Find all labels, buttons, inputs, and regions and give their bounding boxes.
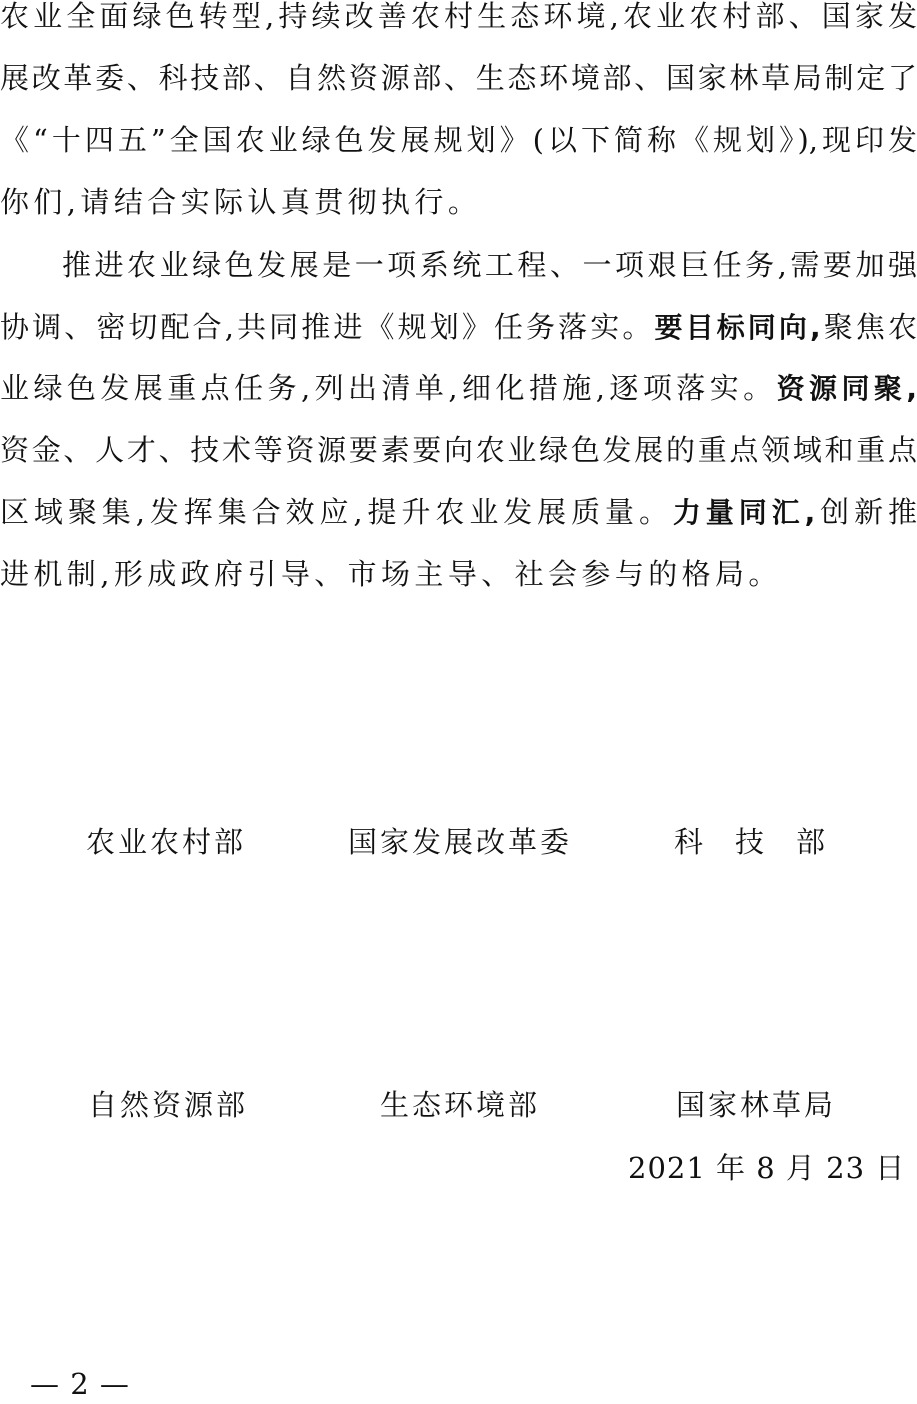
signature-mee: 生态环境部 (380, 1088, 541, 1122)
body-line-8: 资金、人才、技术等资源要素要向农业绿色发展的重点领域和重点 (0, 433, 917, 467)
body-line-2: 展改革委、科技部、自然资源部、生态环境部、国家林草局制定了 (0, 61, 917, 95)
body-line-9-tail: 创新推 (815, 495, 917, 529)
signature-ndrc: 国家发展改革委 (348, 825, 573, 859)
signature-forestry: 国家林草局 (676, 1088, 837, 1122)
emphasis-goal: 要目标同向, (654, 311, 821, 344)
body-line-4: 你们,请结合实际认真贯彻执行。 (0, 185, 482, 219)
body-line-3: 《“十四五”全国农业绿色发展规划》(以下简称《规划》),现印发 (0, 123, 917, 157)
body-line-5: 推进农业绿色发展是一项系统工程、一项艰巨任务,需要加强 (62, 248, 917, 282)
body-line-6-tail: 聚焦农 (820, 310, 917, 344)
body-line-1: 农业全面绿色转型,持续改善农村生态环境,农业农村部、国家发 (0, 0, 917, 33)
emphasis-resources: 资源同聚, (776, 372, 917, 405)
body-line-6-text: 协调、密切配合,共同推进《规划》任务落实。 (0, 310, 655, 344)
body-line-6 (0, 297, 917, 357)
emphasis-forces: 力量同汇, (672, 496, 816, 529)
signature-most: 科技部 (674, 825, 858, 859)
body-line-9-text: 区域聚集,发挥集合效应,提升农业发展质量。 (0, 495, 673, 529)
body-line-10: 进机制,形成政府引导、市场主导、社会参与的格局。 (0, 557, 782, 591)
page-number: — 2 — (30, 1367, 130, 1401)
signature-moa: 农业农村部 (86, 825, 247, 859)
body-line-7-text: 业绿色发展重点任务,列出清单,细化措施,逐项落实。 (0, 371, 777, 405)
body-line-9 (0, 482, 917, 542)
signature-mnr: 自然资源部 (88, 1088, 249, 1122)
issue-date: 2021 年 8 月 23 日 (628, 1151, 906, 1185)
body-line-7 (0, 358, 917, 418)
